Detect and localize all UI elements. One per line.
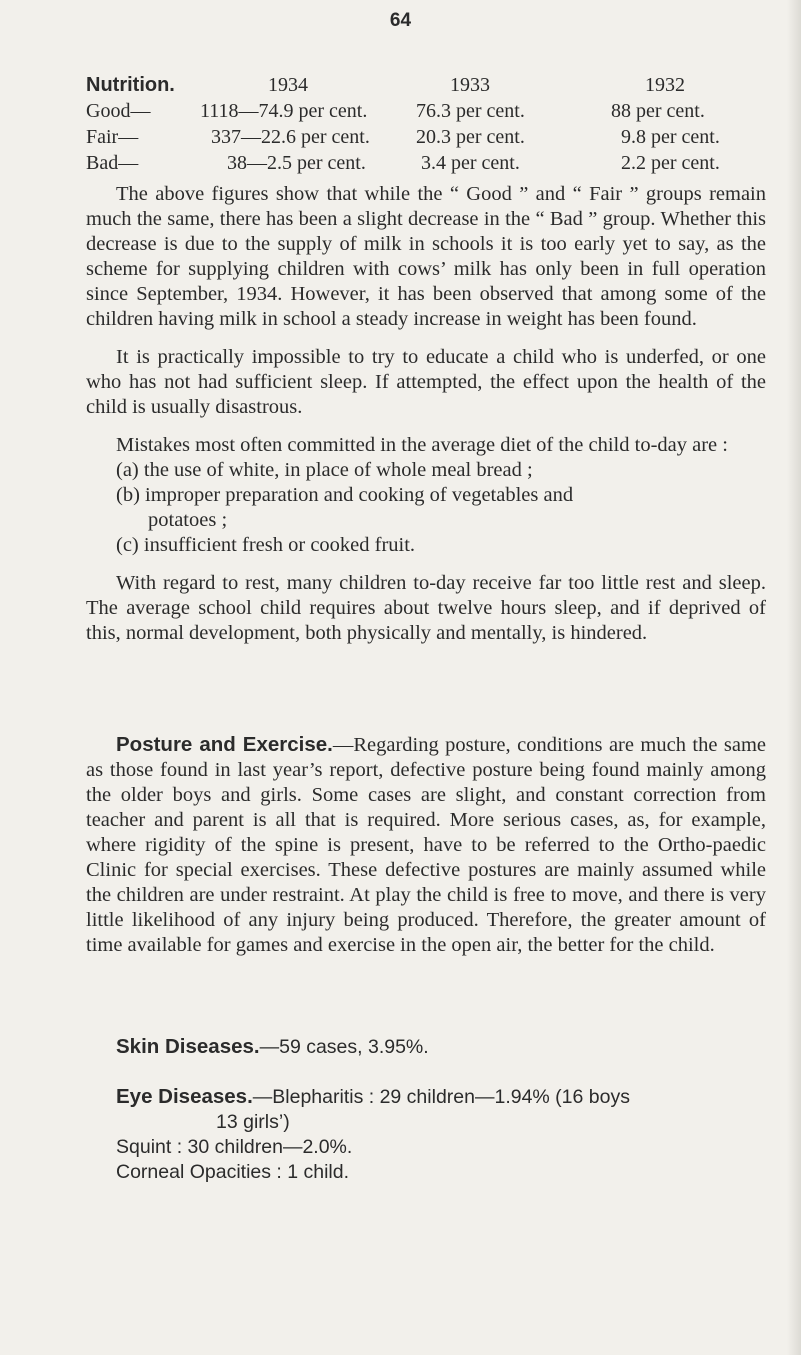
eye-line-4: Corneal Opacities : 1 child. [116,1161,350,1183]
eye-heading: Eye Diseases. [116,1085,253,1108]
list-text: the use of white, in place of whole meal bread ; [143,459,533,481]
eye-paragraph [86,1084,766,1185]
year-1933: 1933 [450,74,490,96]
cell-1933: 76.3 per cent. [416,100,525,122]
page-edge-shadow [787,0,801,1355]
cell-1934: 337—22.6 per cent. [211,126,370,148]
cell-1933: 3.4 per cent. [421,152,520,174]
row-label: Good— [86,100,151,122]
body-text [86,182,766,646]
paragraph-rest: With regard to rest, many children to-day receive far too little rest and sleep. The average school child requires about twelve hours sleep, and if deprived of this, normal development, both physically and mentally, is hindered. [86,572,766,644]
diet-mistakes-list [86,458,766,558]
row-label: Bad— [86,152,139,174]
paragraph-diet-intro: Mistakes most often committed in the average diet of the child to-day are : [116,434,728,456]
list-text: improper preparation and cooking of vegetables and [145,484,574,506]
skin-paragraph [86,1034,766,1060]
skin-text: —59 cases, 3.95%. [259,1036,429,1058]
list-text-continued: potatoes ; [148,509,228,531]
cell-1933: 20.3 per cent. [416,126,525,148]
page-number: 64 [389,10,412,31]
list-marker: (b) [116,484,140,506]
paragraph-figures: The above figures show that while the “ Good ” and “ Fair ” groups remain much the same, there has been a slight decrease in the “ Bad ” group. Whether this decrease is due to the supply of milk in schools it is too early yet to say, as the scheme for supplying children with cows’ milk has only been in full operation since September, 1934. However, it has been observed that among some of the children having milk in school a steady increase in weight has been found. [86,183,766,330]
list-marker: (a) [116,459,139,481]
posture-text: —Regarding posture, conditions are much the same as those found in last year’s report, defective posture being found mainly among the older boys and girls. Some cases are slight, and constant correction from teacher and parent is all that is required. More serious cases, as, for example, where rigidity of the spine is present, have to be referred to the Ortho-paedic Clinic for special exercises. These defective postures are mainly assumed while the children are under restraint. At play the child is free to move, and there is very little likelihood of any injury being produced. Therefore, the greater amount of time available for games and exercise in the open air, the better for the child. [86,734,766,956]
eye-line-3: Squint : 30 children—2.0%. [116,1136,353,1158]
posture-heading: Posture and Exercise. [116,733,333,756]
list-marker: (c) [116,534,139,556]
nutrition-heading: Nutrition. [86,74,175,96]
row-label: Fair— [86,126,139,148]
year-1934: 1934 [268,74,308,96]
eye-line-1: —Blepharitis : 29 children—1.94% (16 boys [252,1086,630,1108]
list-item [86,533,766,558]
posture-paragraph [86,732,766,958]
cell-1934: 1118—74.9 per cent. [200,100,368,122]
eye-line-2: 13 girls’) [216,1111,290,1133]
posture-section [86,732,766,958]
list-item [86,483,766,533]
paragraph-underfed: It is practically impossible to try to educate a child who is underfed, or one who has not had sufficient sleep. If attempted, the effect upon the health of the child is usually disastrous. [86,346,766,418]
cell-1932: 2.2 per cent. [621,152,720,174]
eye-section [86,1084,766,1185]
cell-1932: 9.8 per cent. [621,126,720,148]
skin-heading: Skin Diseases. [116,1035,260,1058]
year-1932: 1932 [645,74,685,96]
list-item [86,458,766,483]
list-text: insufficient fresh or cooked fruit. [143,534,416,556]
skin-section [86,1034,766,1060]
cell-1932: 88 per cent. [611,100,705,122]
cell-1934: 38—2.5 per cent. [227,152,366,174]
